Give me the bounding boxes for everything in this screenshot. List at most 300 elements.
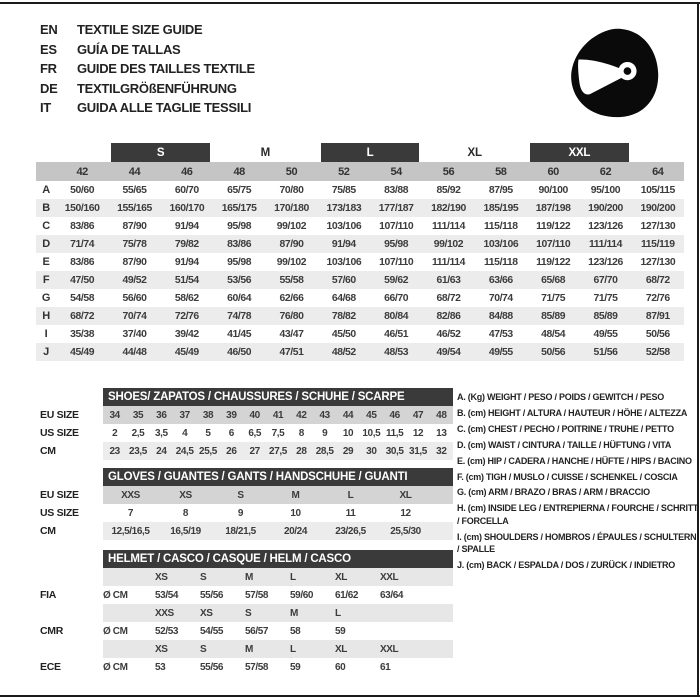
measure-value: 68/72: [645, 274, 670, 286]
measure-value: 35/38: [70, 328, 95, 340]
size-value: 10: [342, 427, 354, 439]
measure-value: 39/42: [174, 328, 199, 340]
section-title-row: [36, 550, 453, 568]
spacer: [36, 388, 103, 406]
standard-label-fia: FIA: [40, 589, 57, 601]
language-row: [40, 98, 255, 118]
spacer: [36, 550, 103, 568]
size-value: 30,5: [385, 445, 404, 457]
size-value: 12: [412, 427, 424, 439]
row-letter: I: [44, 328, 48, 340]
measure-value: 107/110: [379, 256, 414, 268]
size-value: 13: [436, 427, 447, 439]
measure-value: 91/94: [331, 238, 356, 250]
section-row: [36, 522, 453, 540]
measure-value: 99/102: [276, 220, 307, 232]
measure-value: 85/89: [593, 310, 618, 322]
helmet-size-value: 63/64: [380, 589, 404, 601]
measure-value: 99/102: [433, 238, 464, 250]
helmet-size-value: 59: [335, 625, 346, 637]
measure-value: 155/165: [117, 202, 152, 214]
measure-value: 115/118: [484, 220, 518, 232]
section-row: [36, 424, 453, 442]
measure-value: 119/122: [536, 256, 571, 268]
measure-value: 76/80: [279, 310, 304, 322]
measure-value: 52/58: [645, 346, 670, 358]
size-value: 12,5/16,5: [111, 525, 150, 537]
size-value: 41: [272, 409, 284, 421]
legend-item: B. (cm) HEIGHT / ALTURA / HAUTEUR / HÖHE / ALTEZZA: [457, 407, 688, 418]
helmet-size-value: 57/58: [245, 661, 269, 673]
size-value: 42: [296, 409, 307, 421]
measure-value: 46/52: [436, 328, 461, 340]
size-value: 3,5: [154, 427, 168, 439]
row-letter: G: [41, 292, 51, 304]
size-value: 47: [412, 409, 424, 421]
row-label: EU SIZE: [40, 409, 79, 421]
measure-value: 65/75: [227, 184, 252, 196]
legend-item: D. (cm) WAIST / CINTURA / TAILLE / HÜFTUNG / VITA: [457, 439, 672, 450]
helmet-values-row-fia: [36, 586, 453, 604]
measure-value: 83/86: [227, 238, 252, 250]
helmet-size-value: 61/62: [335, 589, 359, 601]
measure-value: 111/114: [588, 238, 623, 250]
measure-value: 71/75: [541, 292, 566, 304]
row-letter: E: [42, 256, 50, 268]
measure-value: 165/175: [221, 202, 257, 214]
sizes-band: [103, 568, 453, 586]
helmet-size-label: M: [290, 607, 298, 619]
measure-value: 95/98: [384, 238, 409, 250]
measure-value: 68/72: [436, 292, 461, 304]
measure-value: 95/98: [227, 220, 252, 232]
filler: [425, 658, 453, 676]
racing-helmet-icon: [566, 22, 662, 124]
size-band-xl: XL: [467, 146, 482, 159]
helmet-sizes-row-fia: [36, 568, 453, 586]
measure-value: 87/91: [645, 310, 670, 322]
spacer: [36, 568, 103, 586]
filler: [425, 568, 453, 586]
measure-value: 85/92: [436, 184, 461, 196]
measure-value: 45/50: [331, 328, 356, 340]
shoes-size-table: [36, 388, 453, 460]
measure-value: 70/74: [488, 292, 513, 304]
measure-value: 115/119: [641, 238, 675, 250]
helmet-size-label: S: [245, 607, 252, 619]
numeric-size: 64: [652, 165, 664, 178]
language-code: FR: [40, 61, 57, 77]
size-value: 12: [400, 507, 411, 519]
measure-value: 47/50: [70, 274, 95, 286]
measure-value: 119/122: [536, 220, 571, 232]
filler: [425, 622, 453, 640]
measure-value: 95/100: [590, 184, 621, 196]
measure-value: 45/49: [70, 346, 95, 358]
values-band: [103, 586, 453, 604]
measure-value: 67/70: [593, 274, 618, 286]
helmet-size-label: L: [335, 607, 341, 619]
measure-row-i: [36, 325, 684, 343]
size-value: 23: [109, 445, 120, 457]
size-value: XL: [399, 489, 412, 501]
size-value: 10: [290, 507, 301, 519]
size-value: 11: [345, 507, 356, 519]
measure-value: 111/114: [431, 256, 466, 268]
size-band-m: M: [260, 146, 271, 159]
measure-value: 54/58: [70, 292, 95, 304]
measure-value: 99/102: [276, 256, 307, 268]
helmet-size-table: [36, 550, 453, 676]
measure-value: 111/114: [431, 220, 466, 232]
measure-value: 82/86: [436, 310, 461, 322]
values-band: [103, 522, 453, 540]
numeric-size: 60: [547, 165, 559, 178]
spacer: [103, 604, 155, 622]
size-value: L: [347, 489, 354, 501]
size-value: 34: [109, 409, 120, 421]
helmet-size-value: 55/56: [200, 589, 224, 601]
guide-title: GUÍA DE TALLAS: [77, 41, 181, 57]
measure-value: 63/66: [488, 274, 513, 286]
helmet-size-label: M: [245, 571, 253, 583]
row-label: US SIZE: [40, 507, 79, 519]
values-band: [103, 442, 453, 460]
size-value: 25,5/30: [390, 525, 421, 537]
size-value: 43: [319, 409, 330, 421]
size-value: XS: [179, 489, 192, 501]
measure-row-j: [36, 343, 684, 361]
size-value: 36: [156, 409, 167, 421]
section-row: [36, 442, 453, 460]
measure-row-f: [36, 271, 684, 289]
measure-value: 41/45: [227, 328, 252, 340]
helmet-values-row-cmr: [36, 622, 453, 640]
measure-value: 50/56: [645, 328, 670, 340]
size-value: 5: [205, 427, 211, 439]
language-row: [40, 40, 255, 60]
numeric-size: 50: [285, 165, 298, 178]
measure-row-d: [36, 235, 684, 253]
frame-border-top: [0, 2, 700, 4]
measure-value: 83/86: [70, 220, 95, 232]
measure-value: 47/51: [279, 346, 304, 358]
helmet-size-value: 52/53: [155, 625, 179, 637]
numeric-size: 44: [128, 165, 141, 178]
measure-value: 107/110: [379, 220, 414, 232]
values-band: [103, 406, 453, 424]
measure-value: 177/187: [378, 202, 414, 214]
filler: [425, 604, 453, 622]
values-band: [103, 486, 453, 504]
size-letter-row: [36, 143, 684, 162]
measure-value: 190/200: [640, 202, 676, 214]
numeric-size: 62: [599, 165, 612, 178]
size-value: 7: [127, 507, 134, 519]
size-value: 20/24: [283, 525, 308, 537]
measure-row-c: [36, 217, 684, 235]
language-code: ES: [40, 41, 57, 57]
measure-value: 71/75: [593, 292, 618, 304]
sizes-band: [103, 604, 453, 622]
helmet-size-label: XS: [200, 607, 213, 619]
values-band: [103, 622, 453, 640]
values-band: [103, 504, 453, 522]
measure-value: 105/115: [640, 184, 675, 196]
numeric-size: 56: [442, 165, 455, 178]
measure-value: 50/60: [70, 184, 95, 196]
language-row: [40, 79, 255, 99]
helmet-size-value: 58: [290, 625, 301, 637]
helmet-size-value: 60: [335, 661, 346, 673]
measure-value: 83/86: [70, 256, 95, 268]
size-value: 11,5: [386, 427, 404, 439]
measure-value: 43/47: [279, 328, 304, 340]
size-value: 24,5: [175, 445, 194, 457]
helmet-size-label: XL: [335, 571, 347, 583]
measure-value: 58/62: [174, 292, 199, 304]
helmet-size-label: S: [200, 571, 207, 583]
sizes-band: [103, 640, 453, 658]
measure-value: 90/100: [538, 184, 568, 196]
measure-value: 170/180: [274, 202, 309, 214]
row-label: CM: [40, 445, 56, 457]
helmet-size-label: XXL: [380, 571, 399, 583]
guide-title: TEXTILE SIZE GUIDE: [77, 22, 203, 38]
size-value: 24: [156, 445, 167, 457]
measure-value: 87/90: [279, 238, 304, 250]
measure-value: 107/110: [536, 238, 571, 250]
row-letter: C: [42, 220, 50, 232]
measure-value: 45/49: [174, 346, 199, 358]
size-value: 6,5: [248, 427, 262, 439]
size-value: 6: [228, 427, 234, 439]
measure-value: 85/89: [541, 310, 566, 322]
measure-value: 72/76: [174, 310, 199, 322]
standard-label-ece: ECE: [40, 661, 61, 673]
helmet-size-value: 56/57: [245, 625, 269, 637]
measure-value: 115/118: [484, 256, 518, 268]
measure-value: 49/54: [436, 346, 461, 358]
measure-value: 51/56: [593, 346, 618, 358]
legend-item: G. (cm) ARM / BRAZO / BRAS / ARM / BRACCIO: [457, 487, 650, 498]
measure-value: 60/64: [227, 292, 252, 304]
size-value: 29: [342, 445, 354, 457]
legend-item: C. (cm) CHEST / PECHO / POITRINE / TRUHE / PETTO: [457, 423, 674, 434]
size-value: 40: [249, 409, 260, 421]
measure-value: 53/56: [227, 274, 252, 286]
measure-value: 64/68: [331, 292, 356, 304]
helmet-size-label: L: [290, 571, 296, 583]
size-value: 10,5: [362, 427, 381, 439]
guide-title: GUIDA ALLE TAGLIE TESSILI: [77, 100, 252, 116]
legend-item: F. (cm) TIGH / MUSLO / CUISSE / SCHENKEL / COSCIA: [457, 471, 678, 482]
language-code: IT: [40, 100, 51, 116]
measure-value: 61/63: [436, 274, 461, 286]
helmet-size-label: XL: [335, 643, 347, 655]
language-code: DE: [40, 80, 58, 96]
size-value: 37: [179, 409, 190, 421]
measure-value: 79/82: [174, 238, 199, 250]
numeric-size: 46: [181, 165, 193, 178]
row-label: EU SIZE: [40, 489, 79, 501]
size-value: 31,5: [409, 445, 427, 457]
size-value: 2: [112, 427, 118, 439]
size-band-xxl: XXL: [530, 143, 629, 162]
helmet-size-value: 54/55: [200, 625, 224, 637]
measure-value: 83/88: [384, 184, 409, 196]
helmet-size-label: XXL: [380, 643, 399, 655]
helmet-size-value: 53: [155, 661, 166, 673]
measure-value: 65/68: [541, 274, 566, 286]
measure-value: 71/74: [70, 238, 95, 250]
measure-value: 72/76: [645, 292, 670, 304]
measure-value: 48/54: [541, 328, 566, 340]
measure-value: 70/80: [279, 184, 304, 196]
size-value: 23/26,5: [335, 525, 366, 537]
measure-value: 57/60: [331, 274, 356, 286]
guide-title: TEXTILGRÖßENFÜHRUNG: [77, 80, 237, 96]
helmet-size-value: [380, 622, 425, 640]
measure-value: 46/51: [384, 328, 409, 340]
measure-value: 47/53: [488, 328, 513, 340]
size-value: 38: [202, 409, 214, 421]
measure-value: 123/126: [588, 220, 623, 232]
measure-value: 123/126: [588, 256, 623, 268]
numeric-size: 48: [233, 165, 245, 178]
size-value: 25,5: [199, 445, 217, 457]
spacer: [103, 568, 155, 586]
measure-value: 60/70: [174, 184, 199, 196]
size-value: 16,5/19: [170, 525, 201, 537]
measure-value: 103/106: [483, 238, 519, 250]
row-letter: B: [42, 202, 50, 214]
measurement-legend: [457, 391, 699, 575]
spacer: [103, 640, 155, 658]
measure-row-h: [36, 307, 684, 325]
legend-item: I. (cm) SHOULDERS / HOMBROS / ÉPAULES / SCHULTERN / SPALLE: [457, 531, 697, 555]
measure-value: 56/60: [122, 292, 147, 304]
language-row: [40, 20, 255, 40]
legend-item: H. (cm) INSIDE LEG / ENTREPIERNA / FOURCHE / SCHRITT / FORCELLA: [457, 503, 699, 526]
measure-value: 103/106: [326, 220, 362, 232]
frame-border-bottom: [0, 695, 700, 697]
size-value: 39: [226, 409, 237, 421]
measure-value: 55/65: [122, 184, 147, 196]
size-value: 44: [342, 409, 354, 421]
size-value: XXS: [121, 489, 140, 501]
row-letter: H: [42, 310, 50, 322]
helmet-title: HELMET / CASCO / CASQUE / HELM / CASCO: [103, 550, 453, 568]
helmet-values-row-ece: [36, 658, 453, 676]
row-label: US SIZE: [40, 427, 79, 439]
textile-size-table: [36, 143, 684, 361]
size-value: S: [237, 489, 244, 501]
numeric-size: 52: [338, 165, 350, 178]
language-row: [40, 59, 255, 79]
measure-value: 187/198: [535, 202, 571, 214]
size-value: 46: [389, 409, 400, 421]
section-title-row: [36, 388, 453, 406]
spacer: [36, 604, 103, 622]
spacer: [36, 640, 103, 658]
frame-border-right: [697, 2, 699, 697]
legend-item: E. (cm) HIP / CADERA / HANCHE / HÜFTE / HIPS / BACINO: [457, 455, 692, 466]
size-value: 4: [182, 427, 188, 439]
measure-row-b: [36, 199, 684, 217]
helmet-size-value: 57/58: [245, 589, 269, 601]
diameter-unit: Ø CM: [103, 625, 128, 637]
size-value: 7,5: [271, 427, 285, 439]
size-value: 28: [296, 445, 307, 457]
measure-row-e: [36, 253, 684, 271]
size-value: 9: [237, 507, 244, 519]
helmet-sizes-row-ece: [36, 640, 453, 658]
filler: [425, 640, 453, 658]
measure-value: 75/78: [122, 238, 147, 250]
measure-row-a: [36, 181, 684, 199]
helmet-size-value: 53/54: [155, 589, 179, 601]
measure-value: 80/84: [384, 310, 409, 322]
measure-value: 87/95: [488, 184, 513, 196]
helmet-size-value: 61: [380, 661, 391, 673]
filler: [425, 586, 453, 604]
values-band: [103, 424, 453, 442]
measure-value: 87/90: [122, 220, 147, 232]
section-row: [36, 504, 453, 522]
measure-value: 91/94: [174, 220, 199, 232]
measure-value: 150/160: [64, 202, 100, 214]
measure-value: 84/88: [488, 310, 513, 322]
size-value: 45: [366, 409, 377, 421]
row-letter: A: [42, 184, 50, 196]
row-label: CM: [40, 525, 56, 537]
gloves-size-table: [36, 468, 453, 540]
measure-value: 51/54: [174, 274, 199, 286]
size-value: 8: [298, 427, 304, 439]
size-value: 27: [249, 445, 260, 457]
measure-value: 75/85: [331, 184, 356, 196]
size-band-l: L: [321, 143, 420, 162]
size-value: 26: [226, 445, 237, 457]
helmet-size-value: 59/60: [290, 589, 314, 601]
helmet-size-label: XS: [155, 643, 168, 655]
diameter-unit: Ø CM: [103, 661, 128, 673]
size-value: 9: [322, 427, 328, 439]
legend-item: A. (Kg) WEIGHT / PESO / POIDS / GEWITCH / PESO: [457, 392, 665, 402]
measure-value: 55/58: [279, 274, 304, 286]
shoes-title: SHOES/ ZAPATOS / CHAUSSURES / SCHUHE / SCARPE: [103, 388, 453, 406]
section-title-row: [36, 468, 453, 486]
measure-value: 59/62: [384, 274, 409, 286]
size-value: 48: [436, 409, 447, 421]
guide-title: GUIDE DES TAILLES TEXTILE: [77, 61, 255, 77]
helmet-size-value: 59: [290, 661, 301, 673]
measure-value: 49/55: [593, 328, 618, 340]
standard-label-cmr: CMR: [40, 625, 64, 637]
spacer: [632, 143, 684, 162]
helmet-sizes-row-cmr: [36, 604, 453, 622]
measure-value: 91/94: [174, 256, 199, 268]
numeric-size-row: [36, 162, 684, 181]
numeric-size: 42: [76, 165, 88, 178]
row-letter: J: [43, 346, 49, 358]
legend-item: J. (cm) BACK / ESPALDA / DOS / ZURÜCK / INDIETRO: [457, 559, 676, 570]
measure-value: 44/48: [122, 346, 147, 358]
measure-value: 68/72: [70, 310, 95, 322]
measure-value: 48/52: [331, 346, 356, 358]
size-value: 2,5: [131, 427, 145, 439]
